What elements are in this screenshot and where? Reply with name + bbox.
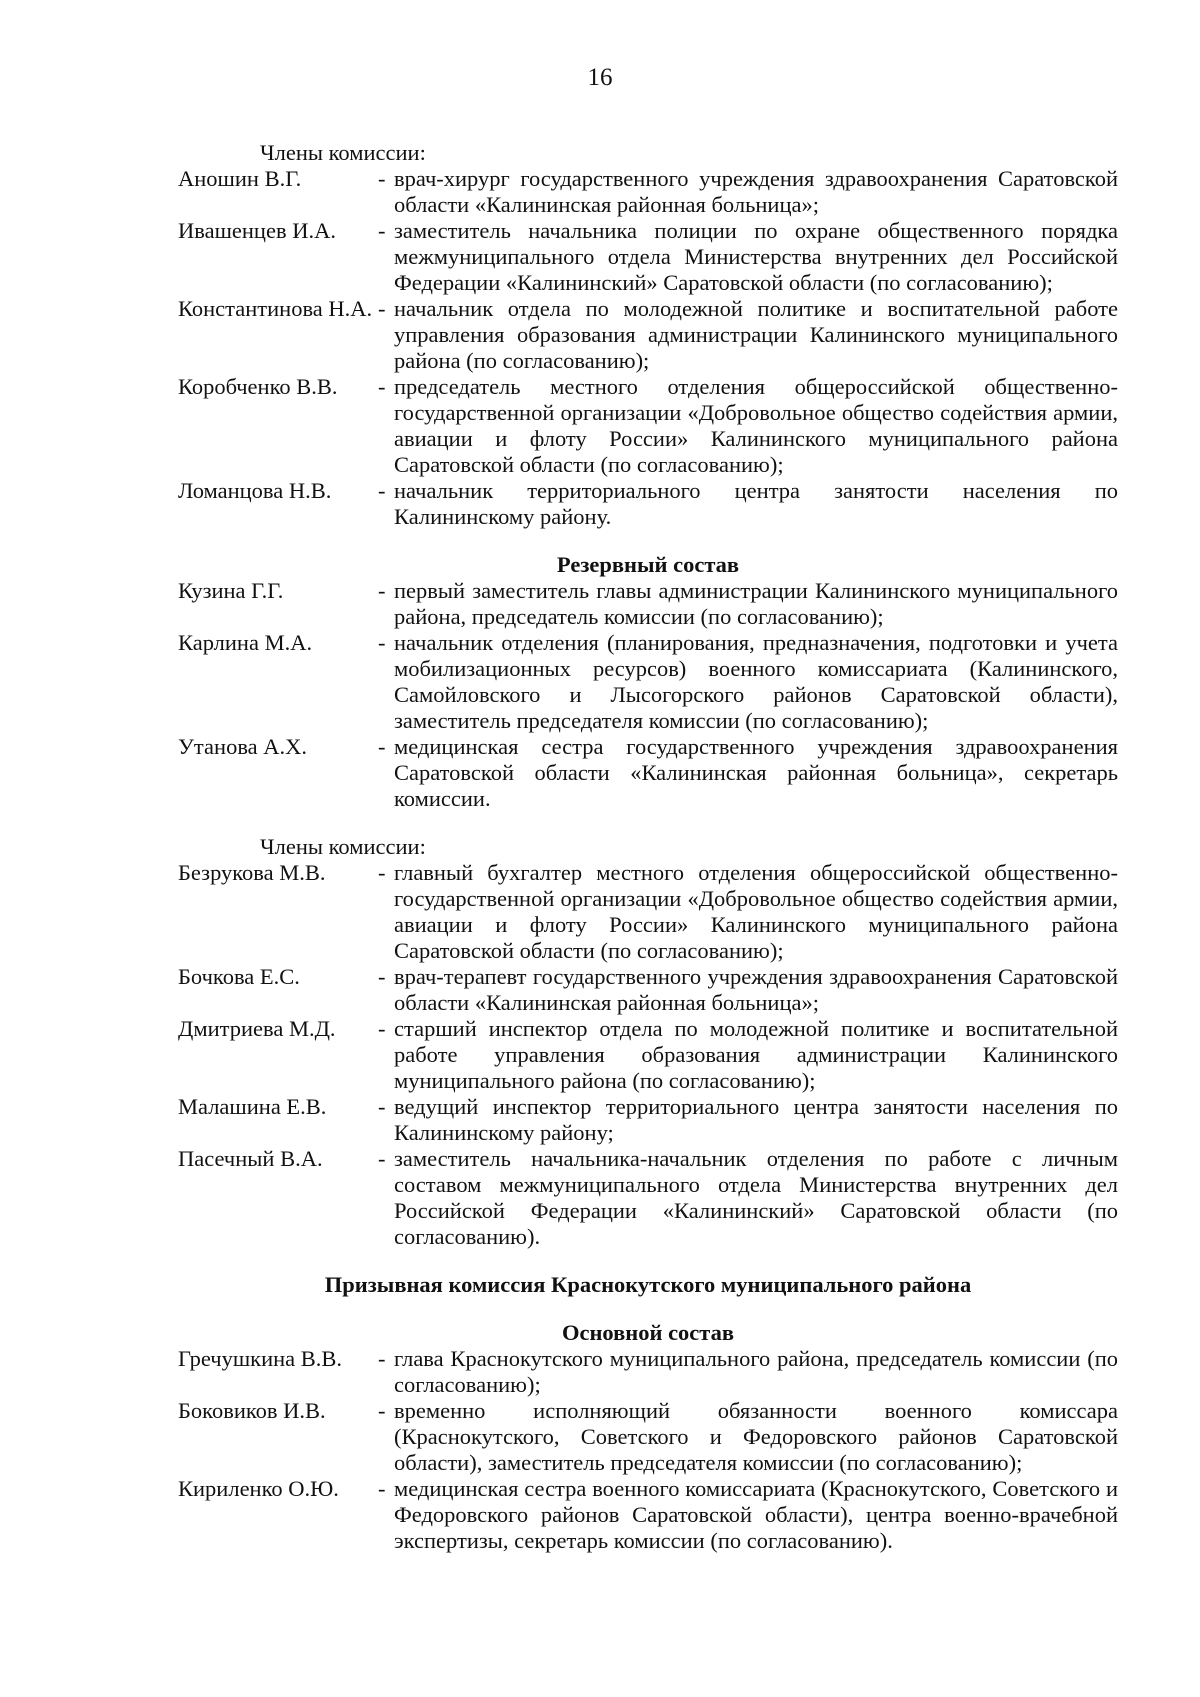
member-row [178, 734, 1118, 812]
member-name: Гречушкина В.В. [178, 1346, 343, 1371]
member-name: Малашина Е.В. [178, 1094, 327, 1119]
member-row [178, 374, 1118, 478]
dash: - [378, 1346, 386, 1371]
member-description: председатель местного отделения общероссийской общественно-государственной организации «Добровольное общество содействия армии, авиации и флоту России» Калининского муниципального района Саратовской области (по согласованию); [394, 374, 1118, 477]
krasnokutsky-leaders [178, 1346, 1118, 1554]
member-row [178, 1346, 1118, 1398]
dash: - [378, 964, 386, 989]
member-description: начальник территориального центра занятости населения по Калининскому району. [394, 478, 1118, 529]
member-name: Дмитриева М.Д. [178, 1016, 336, 1041]
dash: - [378, 734, 386, 759]
member-name: Безрукова М.В. [178, 860, 326, 885]
member-name: Пасечный В.А. [178, 1146, 323, 1171]
member-name: Карлина М.А. [178, 630, 313, 655]
member-description: врач-терапевт государственного учреждения здравоохранения Саратовской области «Калининская районная больница»; [394, 964, 1118, 1015]
page-number: 16 [587, 64, 613, 91]
reserve-leaders [178, 578, 1118, 812]
member-description: главный бухгалтер местного отделения общероссийской общественно-государственной организации «Добровольное общество содействия армии, авиации и флоту России» Калининского муниципального района Саратовской области (по согласованию); [394, 860, 1118, 963]
dash: - [378, 374, 386, 399]
section1-members [178, 166, 1118, 530]
spacer [178, 812, 1118, 834]
member-name: Утанова А.Х. [178, 734, 308, 759]
members-label: Члены комиссии: [260, 140, 426, 165]
member-name: Аношин В.Г. [178, 166, 302, 191]
dash: - [378, 1146, 386, 1171]
member-name: Кузина Г.Г. [178, 578, 284, 603]
member-description: медицинская сестра военного комиссариата (Краснокутского, Советского и Федоровского районов Саратовской области), центра военно-врачебной экспертизы, секретарь комиссии (по согласованию). [394, 1476, 1118, 1553]
member-row [178, 1146, 1118, 1250]
member-name: Бочкова Е.С. [178, 964, 300, 989]
spacer [178, 1298, 1118, 1320]
dash: - [378, 1094, 386, 1119]
main-composition-heading: Основной состав [561, 1320, 735, 1345]
member-description: старший инспектор отдела по молодежной политике и воспитательной работе управления образования администрации Калининского муниципального района (по согласованию); [394, 1016, 1118, 1093]
member-name: Кириленко О.Ю. [178, 1476, 339, 1501]
member-row [178, 478, 1118, 530]
member-row [178, 578, 1118, 630]
member-row [178, 1094, 1118, 1146]
member-description: глава Краснокутского муниципального района, председатель комиссии (по согласованию); [394, 1346, 1118, 1397]
spacer [178, 530, 1118, 552]
member-name: Коробченко В.В. [178, 374, 338, 399]
commission-title: Призывная комиссия Краснокутского муниципального района [324, 1272, 972, 1297]
reserve-members [178, 860, 1118, 1250]
member-row [178, 1476, 1118, 1554]
member-row [178, 1016, 1118, 1094]
member-description: заместитель начальника полиции по охране общественного порядка межмуниципального отдела Министерства внутренних дел Российской Федерации «Калининский» Саратовской области (по согласованию); [394, 218, 1118, 295]
member-row [178, 296, 1118, 374]
member-description: начальник отделения (планирования, предназначения, подготовки и учета мобилизационных ресурсов) военного комиссариата (Калининского, Самойловского и Лысогорского районов Саратовской области), заместитель председателя комиссии (по согласованию); [394, 630, 1118, 733]
member-row [178, 1398, 1118, 1476]
dash: - [378, 1476, 386, 1501]
member-row [178, 166, 1118, 218]
dash: - [378, 630, 386, 655]
dash: - [378, 1016, 386, 1041]
member-description: медицинская сестра государственного учреждения здравоохранения Саратовской области «Калининская районная больница», секретарь комиссии. [394, 734, 1118, 811]
member-description: заместитель начальника-начальник отделения по работе с личным составом межмуниципального отдела Министерства внутренних дел Российской Федерации «Калининский» Саратовской области (по согласованию). [394, 1146, 1118, 1249]
member-row [178, 860, 1118, 964]
dash: - [378, 218, 386, 243]
member-row [178, 630, 1118, 734]
member-description: ведущий инспектор территориального центра занятости населения по Калининскому району; [394, 1094, 1118, 1145]
member-description: начальник отдела по молодежной политике и воспитательной работе управления образования администрации Калининского муниципального района (по согласованию); [394, 296, 1118, 373]
member-name: Ломанцова Н.В. [178, 478, 332, 503]
member-description: первый заместитель главы администрации Калининского муниципального района, председатель комиссии (по согласованию); [394, 578, 1118, 629]
document-body [178, 140, 1118, 1554]
reserve-heading: Резервный состав [556, 552, 740, 577]
dash: - [378, 478, 386, 503]
member-row [178, 218, 1118, 296]
member-description: временно исполняющий обязанности военного комиссара (Краснокутского, Советского и Федоровского районов Саратовской области), заместитель председателя комиссии (по согласованию); [394, 1398, 1118, 1475]
spacer [178, 1250, 1118, 1272]
member-name: Константинова Н.А. [178, 296, 373, 321]
dash: - [378, 578, 386, 603]
dash: - [378, 860, 386, 885]
member-row [178, 964, 1118, 1016]
dash: - [378, 166, 386, 191]
member-name: Боковиков И.В. [178, 1398, 326, 1423]
member-description: врач-хирург государственного учреждения здравоохранения Саратовской области «Калининская районная больница»; [394, 166, 1118, 217]
dash: - [378, 296, 386, 321]
member-name: Ивашенцев И.А. [178, 218, 336, 243]
members-label: Члены комиссии: [260, 834, 426, 859]
dash: - [378, 1398, 386, 1423]
